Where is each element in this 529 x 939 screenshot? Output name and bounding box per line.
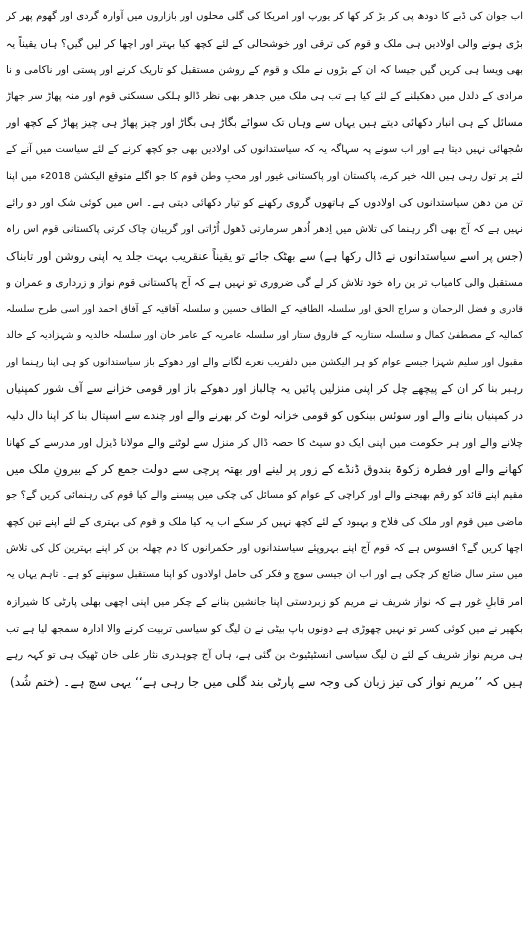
article-line: ہی مریم نواز شریف کے لئے ن لیگ سیاسی انسٹیٹیوٹ بن گئی ہے، ہاں آج چوہدری نثار علی خان ٹھیک ہی تو کہہ رہے xyxy=(6,649,523,662)
article-line: بکھیر نے میں کوئی کسر تو نہیں چھوڑی ہے دونوں باپ بیٹی نے ن لیگ کو سیاسی تربیت کرنے والا ادارہ سمجھ لیا ہے تب xyxy=(6,622,523,635)
article-line: امر قابلِ غور ہے کہ نواز شریف نے مریم کو زبردستی اپنا جانشین بنانے کے چکر میں اپنی اچھی بھلی پارٹی کا شیرازہ xyxy=(6,596,523,609)
article-line: قادری و فضل الرحمان و سراج الحق اور سلسلہ الطافیہ کے الطاف حسین و سلسلہ آفاقیہ کے آفاق احمد اور اسی طرح سلسلہ xyxy=(6,303,523,315)
article-line: اب جوان کی ڈبے کا دودھ پی کر بڑ کر کھا کر یورپ اور امریکا کی گلی محلوں اور بازاروں میں آوارہ گردی اور گھوم پھر کر xyxy=(6,11,523,22)
article-line: رہبر بنا کر ان کے پیچھے چل کر اپنی منزلیں پائیں یہ چالباز اور دھوکے باز اور قومی خزانے سے آف شور کمپنیاں xyxy=(6,382,523,396)
article-line: نہیں ہے کہ آج بھی اگر رہنما کی تلاش میں اِدھر اُدھر سرمارتی ڈھول اُڑاتی اور گریبان چاک کرتی پاکستانی قوم اس راہ xyxy=(6,223,523,235)
article-line: کھانے والے اور فطرہ زکوۃ بندوق ڈنڈے کے زور پر لینے اور بھتہ پرچی سے دولت جمع کر کے بیرونِ ملک میں xyxy=(6,462,523,477)
article-line: میں ستر سال ضائع کر چکی ہے اور اب ان جیسی سوچ و فکر کی حامل اولادوں کو اپنا مستقبل سونپنے کو ہے۔ تاہم یہاں یہ xyxy=(6,569,523,581)
article-line: مقبول اور سلیم شہزا جیسے عوام کو ہر الیکشن میں دلفریب نعرے لگانے والے اور دھوکے باز سیاستدانوں کو ہی اپنا رہنما اور xyxy=(6,356,523,368)
article-line: اچھا کریں گے؟ افسوس ہے کہ قوم آج اپنے بہروپئے سیاستدانوں اور حکمرانوں کا دم چھلہ بن کر اپنے بہترین کل کی تلاش xyxy=(6,542,523,554)
article-line: لئے پر تول رہی ہیں اللہ خیر کرے، پاکستان اور پاکستانی غیور اور محبِ وطن قوم کا جو اگلے متوقع الیکشن 2018ء میں اپنا xyxy=(6,170,523,182)
article-line: بھی ویسا ہی کریں گیں جیسا کہ ان کے بڑوں نے ملک و قوم کے روشن مستقبل کو تاریک کرنے اور پستی اور ناکامی و نا xyxy=(6,64,523,77)
article-line: مسائل کے ہی انبار دکھائی دیتے ہیں یہاں سے وہاں تک سوائے بگاڑ ہی بگاڑ اور چیز پھاڑ ہی چیز پھاڑ کے کچھ اور xyxy=(6,116,523,130)
article-line: کمالیہ کے مصطفیٰ کمال و سلسلہ ستاریہ کے فاروق ستار اور سلسلہ عامریہ کے عامر خان اور سلسلہ خالدیہ و شہزادیہ کے خالد xyxy=(6,330,523,342)
article-line: تن من دھن سیاستدانوں کی اولادوں کے ہاتھوں گروی رکھنے کو تیار دکھائی دیتی ہے۔ اس میں کوئی شک اور دو رائے xyxy=(6,197,523,210)
article-line-final: ہیں کہ ’’مریم نواز کی تیز زبان کی وجہ سے پارٹی بند گلی میں جا رہی ہے‘‘ یہی سچ ہے۔ (ختم شُد) xyxy=(9,674,523,689)
article-line: مقیم اپنے قائد کو رقم بھیجنے والے اور کراچی کے عوام کو مسائل کی چکی میں پیسنے والے کیا قوم کی رہنمائی کریں گے؟ جو xyxy=(6,489,523,501)
article-line: مرادی کے دلدل میں دھکیلنے کے لئے کیا ہے تب ہی ملک میں جدھر بھی نظر ڈالو ہلکی سسکتی قوم اور منہ پھاڑ سر جھاڑ xyxy=(6,90,523,102)
article-line: ماضی میں قوم اور ملک کی فلاح و بہبود کے لئے کچھ نہیں کر سکے اب یہ کیا ملک و قوم کی بہتری کے لئے اپنے تین کچھ xyxy=(6,516,523,529)
article-line: بڑی ہونے والی اولادیں ہی ملک و قوم کی ترقی اور خوشحالی کے لئے کچھ کیا بہتر اور اچھا کر لیں گیں؟ ہاں یقیناً یہ xyxy=(6,37,523,50)
urdu-article-body xyxy=(6,4,523,695)
article-line: در کمپنیاں بنانے والے اور سوئس بینکوں کو قومی خزانہ لوٹ کر بھرنے والے اور چندے سے اسپتال بنا کر اپنا دال دلیہ xyxy=(6,408,523,422)
article-line: چلانے والے اور ہر حکومت میں اپنی ایک دو سیٹ کا حصہ ڈال کر منزل سے لوٹنے والے مولانا ڈیزل اور مدرسے کے کھانا xyxy=(6,436,523,449)
article-line: (جس پر اسے سیاستدانوں نے ڈال رکھا ہے) سے بھٹک جائے تو یقیناً عنقریب بہت جلد یہ اپنی روشن اور تابناک xyxy=(6,249,523,264)
article-line: مستقبل والی کامیاب تر ین راہ خود تلاش کر لے گی ضروری تو نہیں ہے کہ آج پاکستانی قوم نواز و زرداری و عمران و xyxy=(6,276,523,289)
article-line: سُجھائی نہیں دیتا ہے اور اب سونے پہ سہاگہ یہ کہ سیاستدانوں کی اولادیں بھی جو کچھ کرنے کے لئے سیاست میں آنے کے xyxy=(6,143,523,155)
